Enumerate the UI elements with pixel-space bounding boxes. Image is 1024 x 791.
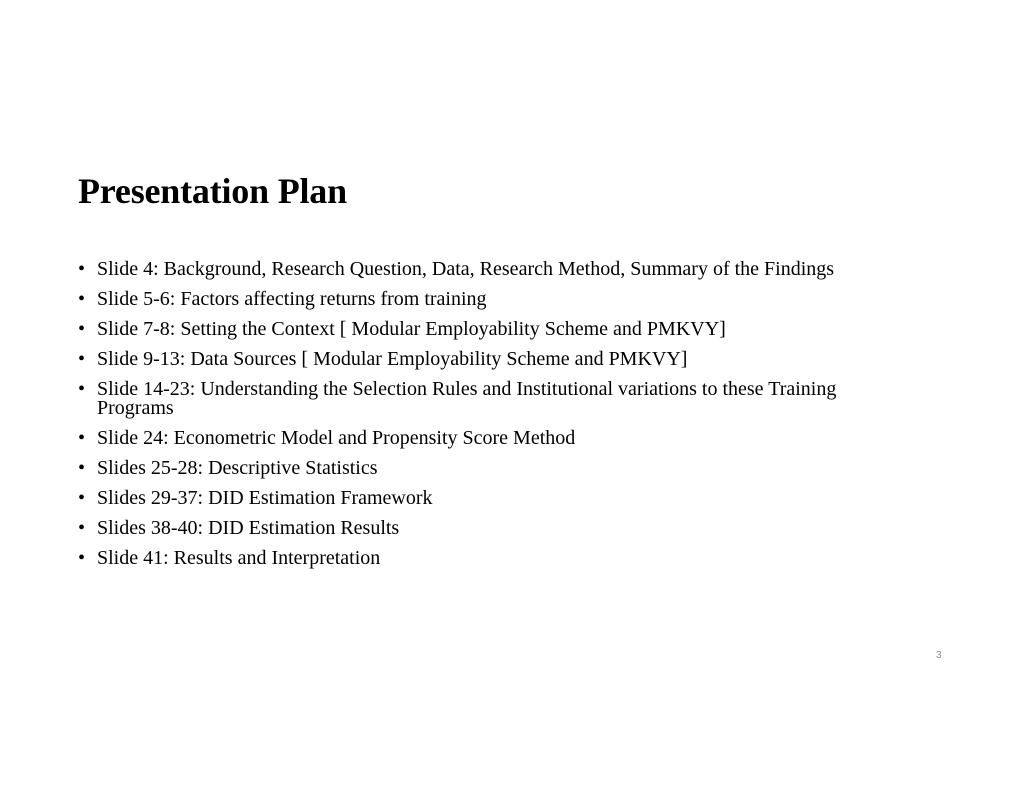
- list-item-text: Slides 38-40: DID Estimation Results: [97, 517, 400, 539]
- slide-title: Presentation Plan: [78, 171, 347, 211]
- list-item-text: Slides 29-37: DID Estimation Framework: [97, 487, 433, 509]
- list-item-text: Slide 24: Econometric Model and Propensity Score Method: [97, 427, 576, 449]
- list-item: [78, 549, 908, 568]
- bullet-icon: •: [78, 517, 86, 539]
- list-item: [78, 380, 908, 418]
- bullet-icon: •: [78, 487, 86, 509]
- list-item: [78, 429, 908, 448]
- bullet-icon: •: [78, 427, 86, 449]
- bullet-icon: •: [78, 318, 86, 340]
- list-item: [78, 459, 908, 478]
- bullet-list: [78, 260, 908, 579]
- bullet-icon: •: [78, 348, 86, 370]
- list-item: [78, 290, 908, 309]
- list-item-text: Slide 14-23: Understanding the Selection Rules and Institutional variations to these Training Programs: [97, 378, 837, 419]
- page-number: 3: [936, 650, 942, 661]
- list-item: [78, 489, 908, 508]
- bullet-icon: •: [78, 457, 86, 479]
- list-item: [78, 350, 908, 369]
- list-item-text: Slide 9-13: Data Sources [ Modular Employability Scheme and PMKVY]: [97, 348, 688, 370]
- list-item: [78, 320, 908, 339]
- list-item: [78, 260, 908, 279]
- list-item-text: Slide 7-8: Setting the Context [ Modular Employability Scheme and PMKVY]: [97, 318, 726, 340]
- list-item-text: Slides 25-28: Descriptive Statistics: [97, 457, 378, 479]
- bullet-icon: •: [78, 258, 86, 280]
- list-item-text: Slide 5-6: Factors affecting returns from training: [97, 288, 487, 310]
- bullet-icon: •: [78, 547, 86, 569]
- bullet-icon: •: [78, 288, 86, 310]
- list-item-text: Slide 4: Background, Research Question, Data, Research Method, Summary of the Findings: [97, 258, 835, 280]
- list-item-text: Slide 41: Results and Interpretation: [97, 547, 381, 569]
- list-item: [78, 519, 908, 538]
- bullet-icon: •: [78, 378, 86, 400]
